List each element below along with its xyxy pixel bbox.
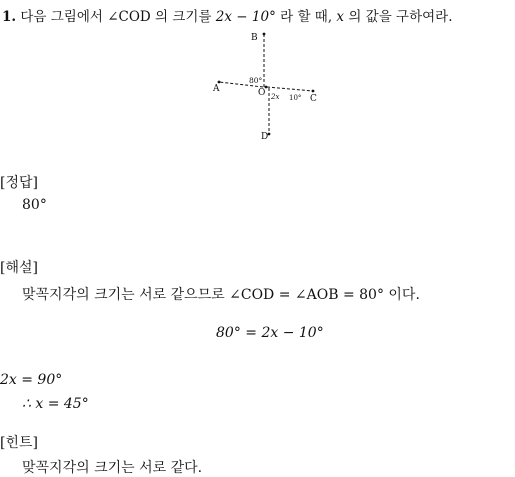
label-b: B bbox=[251, 33, 258, 43]
hint-heading: [힌트] bbox=[0, 435, 38, 451]
answer-value: 80° bbox=[22, 197, 47, 213]
answer-heading: [정답] bbox=[0, 175, 38, 191]
problem-text-middle: 라 할 때, bbox=[275, 9, 337, 25]
solution-heading: [해설] bbox=[0, 260, 38, 276]
problem-text-after: 의 값을 구하여라. bbox=[344, 9, 453, 25]
solution-line1: 맞꼭지각의 크기는 서로 같으므로 ∠COD = ∠AOB = 80° 이다. bbox=[22, 287, 420, 303]
solution-step2: ∴ x = 45° bbox=[22, 396, 89, 412]
problem-number: 1. bbox=[2, 9, 17, 25]
label-angle-2x: 2x bbox=[271, 93, 280, 101]
problem-expression: 2x − 10° bbox=[215, 9, 276, 25]
problem-variable: x bbox=[336, 9, 345, 25]
label-c: C bbox=[310, 94, 317, 104]
solution-equation: 80° = 2x − 10° bbox=[216, 325, 324, 341]
solution-step1: 2x = 90° bbox=[0, 372, 63, 388]
label-a: A bbox=[213, 84, 220, 94]
hint-text: 맞꼭지각의 크기는 서로 같다. bbox=[22, 460, 203, 476]
label-angle-10: 10° bbox=[289, 94, 302, 102]
point-c bbox=[312, 90, 315, 93]
problem-statement bbox=[2, 5, 453, 25]
label-angle-aob: 80° bbox=[249, 76, 263, 85]
label-o: O bbox=[258, 88, 266, 98]
point-a bbox=[218, 81, 221, 84]
problem-text-before: 다음 그림에서 ∠COD 의 크기를 bbox=[20, 9, 216, 25]
point-b bbox=[263, 33, 266, 36]
label-d: D bbox=[261, 132, 269, 142]
angle-figure bbox=[205, 28, 325, 143]
ray-oc bbox=[267, 87, 313, 91]
